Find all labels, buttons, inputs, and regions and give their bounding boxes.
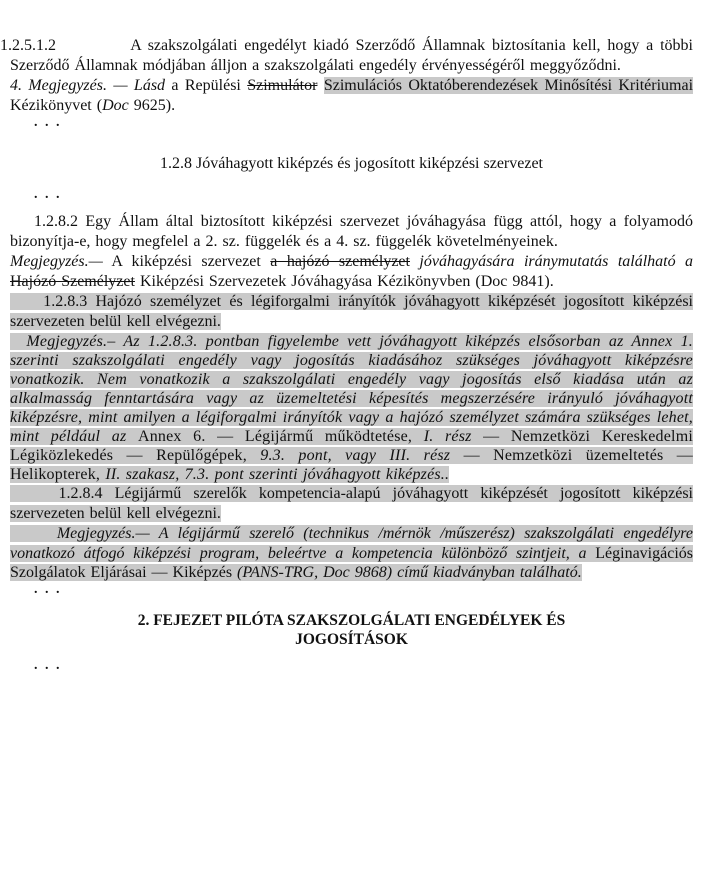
text-run: Kiképzési Szervezetek Jóváhagyása Kézikönyvben (Doc 9841). [134, 273, 554, 290]
text-run: Szimulátor [247, 77, 318, 94]
note-1-2-8-2 [10, 252, 693, 292]
text-run: (PANS-TRG, Doc 9868) című kiadványban található. [237, 564, 582, 581]
text-run: — Nemzetközi üzemeltetés — Helikopterek, [10, 447, 694, 483]
text-run: II. szakasz, 7.3. pont szerinti jóváhagyott kiképzés.. [105, 466, 450, 483]
text-run: 9.3. pont, vagy III. rész [260, 447, 451, 464]
paragraph-1-2-8-4-highlighted [10, 484, 693, 524]
text-run: I. rész [423, 428, 472, 445]
text-run: 9625). [128, 97, 176, 114]
text-run: Annex 6. — Légijármű működtetése, [137, 428, 424, 445]
text-run: Megjegyzés.— A légijármű szerelő (technikus /mérnök /műszerész) szakszolgálati engedélyre vonatkozó átfogó kiképzési program, beleértve a kompetencia különböző szintjeit, a [10, 525, 693, 562]
note-1-2-8-3-highlighted [10, 332, 693, 484]
text-run: Megjegyzés.– Az 1.2.8.3. pontban figyelembe vett jóváhagyott kiképzés elsősorban az Annex 1. szerinti szakszolgálati engedély vagy jogosítás kiadásához szükséges jóváhagyott kiképzésre vonatkozik. Nem vonatkozik a szakszolgálati engedély vagy jogosítás első kiadása után az alkalmasság fenntartására vagy az üzemeltetési képesítés megszerzésére irányuló jóváhagyott kiképzésre, mint amilyen a légiforgalmi irányítók vagy a hajózó személyzet számára szükséges lehet, mint például az [10, 333, 693, 445]
text-run: A kiképzési szervezet [102, 253, 271, 270]
text-run: Megjegyzés.— [10, 253, 103, 270]
text-run: — Nemzetközi Kereskedelmi Légiközlekedés — Repülőgépek, [10, 428, 693, 464]
section-heading-1-2-8: 1.2.8 Jóváhagyott kiképzés és jogosított kiképzési szervezet [159, 155, 543, 172]
text-run: 1.2.8.2 Egy Állam által biztosított kiképzési szervezet jóváhagyása függ attól, hogy a folyamodó bizonyítja-e, hogy megfelel a 2. sz. függelék és a 4. sz. függelék követelményeinek. [10, 213, 693, 250]
text-run: Hajózó Személyzet [10, 273, 135, 290]
text-run: 1.2.5.1.2 A szakszolgálati engedélyt kiadó Szerződő Államnak biztosítania kell, hogy a többi Szerződő Államnak módjában álljon a szakszolgálati engedély érvényességéről meggyőződni. [0, 37, 693, 74]
paragraph-1-2-8-2 [10, 212, 693, 252]
text-run: a hajózó személyzet [270, 253, 410, 270]
text-run: jóváhagyására iránymutatás található a [419, 253, 694, 270]
text-run: Doc [102, 97, 129, 114]
paragraph-1-2-5-1-2 [0, 36, 693, 76]
note-4-megjegyzes [10, 76, 693, 116]
ellipsis-marker: . . . [34, 187, 62, 202]
chapter-2-heading: 2. FEJEZET PILÓTA SZAKSZOLGÁLATI ENGEDÉLYEK ÉS JOGOSÍTÁSOK [137, 611, 566, 648]
text-run [410, 253, 419, 270]
text-run: Léginavigációs Szolgálatok Eljárásai — Kiképzés [10, 544, 693, 581]
text-run: a Repülési [165, 77, 248, 94]
text-run: 1.2.8.4 Légijármű szerelők kompetencia-alapú jóváhagyott kiképzését jogosított kiképzési szervezeten belül kell elvégezni. [10, 485, 693, 522]
paragraph-1-2-8-3-highlighted [10, 292, 693, 332]
text-run: Kézikönyvet ( [10, 97, 103, 114]
text-run: Szimulációs Oktatóberendezések Minősítési Kritériumai [323, 77, 694, 94]
text-run [317, 77, 323, 94]
text-run: 1.2.8.3 Hajózó személyzet és légiforgalmi irányítók jóváhagyott kiképzését jogosított kiképzési szervezeten belül kell elvégezni. [10, 293, 693, 330]
ellipsis-marker: . . . [34, 581, 62, 597]
note-1-2-8-4-highlighted [10, 524, 693, 583]
ellipsis-marker: . . . [34, 657, 62, 673]
text-run: 4. Megjegyzés. — Lásd [10, 77, 166, 94]
ellipsis-marker: . . . [34, 115, 62, 130]
